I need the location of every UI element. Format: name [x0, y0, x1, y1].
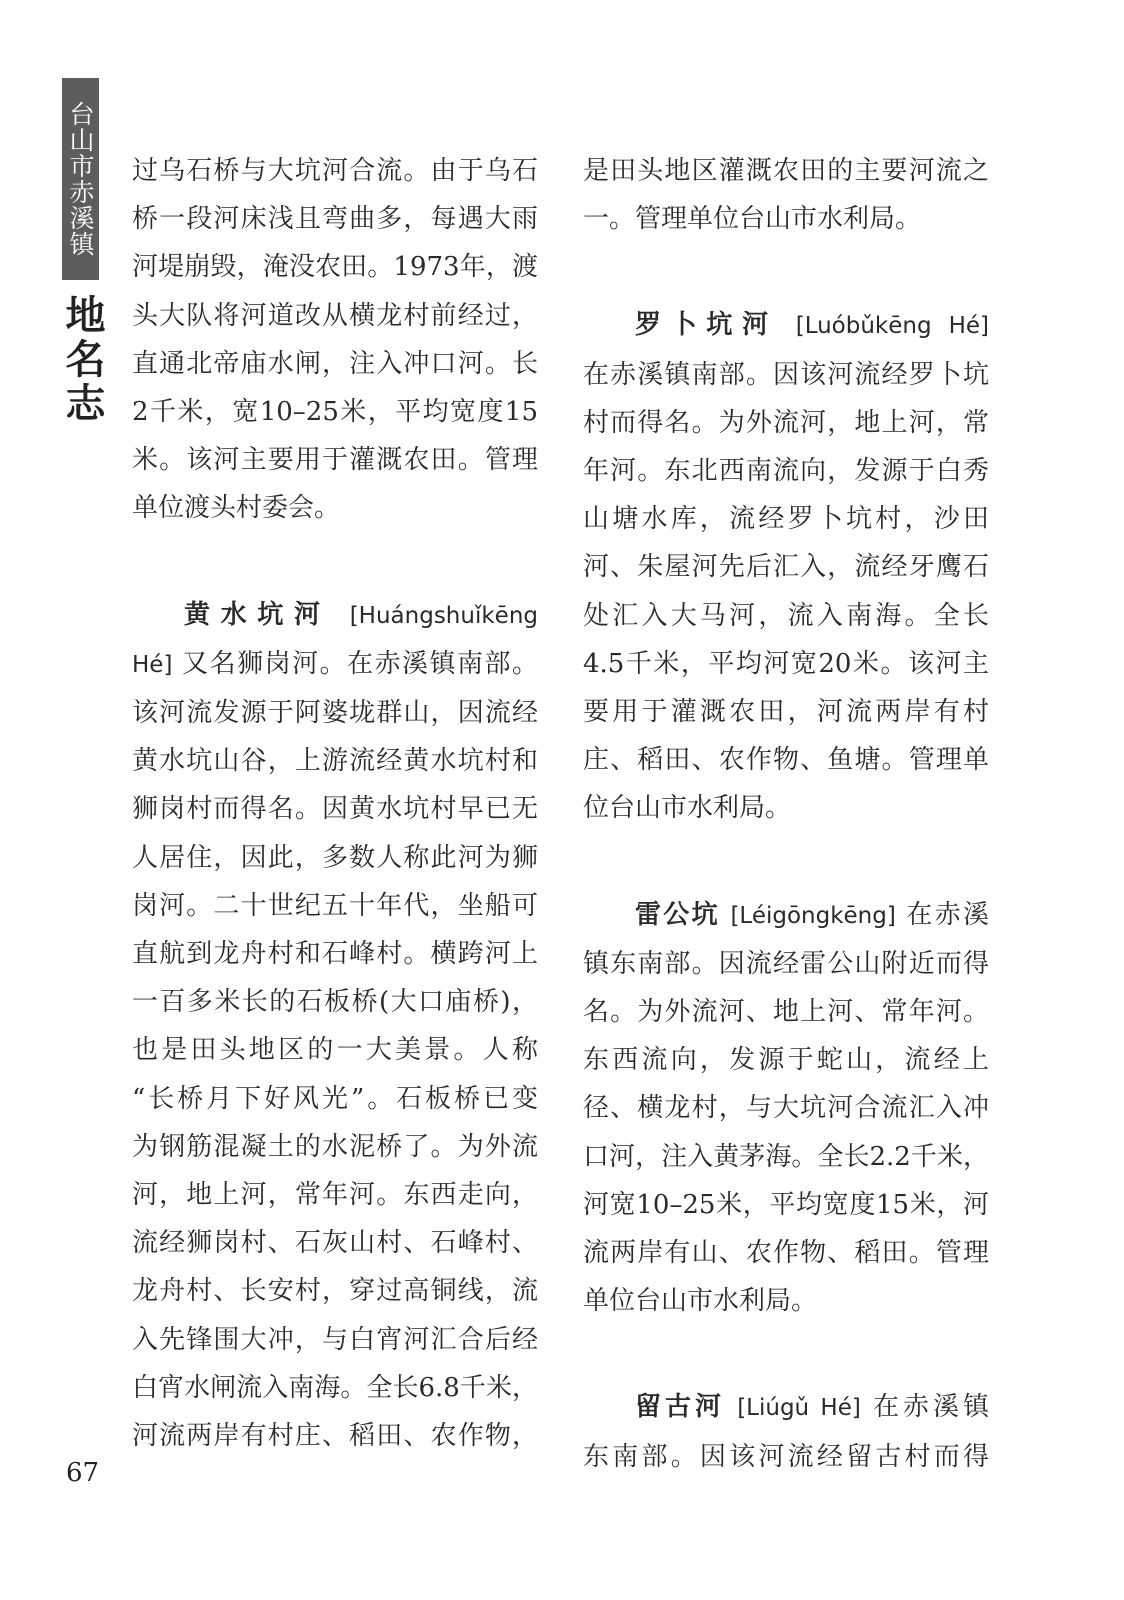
text-line: 要用于灌溉农田，河流两岸有村 — [583, 697, 989, 728]
entry-huangshuikeng-he — [132, 591, 538, 1461]
text-line: “长桥月下好风光”。石板桥已变 — [132, 1083, 538, 1114]
text-line: 人居住，因此，多数人称此河为狮 — [132, 842, 538, 873]
entry-pinyin: [Huángshuǐkēng — [349, 602, 538, 629]
text-line: 河堤崩毁，淹没农田。1973年，渡 — [132, 252, 538, 283]
entry-headword: 罗卜坑河 — [635, 310, 778, 341]
text-line: 为钢筋混凝土的水泥桥了。为外流 — [132, 1131, 538, 1162]
text-line: 镇东南部。因流经雷公山附近而得 — [583, 948, 989, 979]
entry-text: 又名狮岗河。在赤溪镇南部。 — [182, 648, 538, 679]
text-line: 直通北帝庙水闸，注入冲口河。长 — [132, 348, 538, 379]
text-line: 河，地上河，常年河。东西走向， — [132, 1180, 538, 1211]
entry-heading-line — [583, 301, 989, 350]
entry-leigongkeng — [583, 891, 989, 1326]
text-line: 流两岸有山、农作物、稻田。管理 — [583, 1238, 989, 1269]
text-line: 4.5千米，平均河宽20米。该河主 — [583, 648, 989, 679]
chapter-side-tab-label: 台山市赤溪镇 — [66, 101, 95, 257]
text-line: 白宵水闸流入南海。全长6.8千米， — [132, 1372, 538, 1403]
text-line: 山塘水库，流经罗卜坑村，沙田 — [583, 504, 989, 535]
text-line: 年河。东北西南流向，发源于白秀 — [583, 456, 989, 487]
entry-heading-line — [583, 891, 989, 940]
entry-text: 在赤溪 — [906, 899, 989, 930]
text-line: 是田头地区灌溉农田的主要河流之 — [583, 156, 989, 186]
text-line: 河流两岸有村庄、稻田、农作物， — [132, 1421, 538, 1452]
entry-pinyin: [Liúgǔ Hé] — [737, 1395, 861, 1422]
text-line: 直航到龙舟村和石峰村。横跨河上 — [132, 939, 538, 970]
entry-pinyin: [Luóbǔkēng Hé] — [795, 313, 989, 340]
entry-headword: 留古河 — [635, 1392, 725, 1423]
left-column — [132, 147, 538, 1460]
text-line: 岗河。二十世纪五十年代，坐船可 — [132, 890, 538, 921]
text-line: 黄水坑山谷，上游流经黄水坑村和 — [132, 746, 538, 777]
text-line: 河宽10–25米，平均宽度15米，河 — [583, 1189, 989, 1220]
entry-heading-line — [132, 591, 538, 640]
entry-headword: 雷公坑 — [635, 899, 720, 930]
text-line: 该河流发源于阿婆垅群山，因流经 — [132, 698, 538, 729]
text-line: 在赤溪镇南部。因该河流经罗卜坑 — [583, 359, 989, 390]
text-line: 村而得名。为外流河，地上河，常 — [583, 407, 989, 438]
entry-liugu-he — [583, 1383, 989, 1480]
text-line: 单位台山市水利局。 — [583, 1286, 818, 1317]
entry-headword: 黄水坑河 — [184, 599, 331, 630]
text-line: 入先锋围大冲，与白宵河汇合后经 — [132, 1324, 538, 1355]
text-line: 径、横龙村，与大坑河合流汇入冲 — [583, 1093, 989, 1124]
text-line: 也是田头地区的一大美景。人称 — [132, 1035, 538, 1066]
text-line: 流经狮岗村、石灰山村、石峰村、 — [132, 1228, 538, 1259]
text-line: 一。管理单位台山市水利局。 — [583, 204, 922, 235]
text-line: 桥一段河床浅且弯曲多，每遇大雨 — [132, 204, 538, 235]
text-line: 东西流向，发源于蛇山，流经上 — [583, 1045, 989, 1076]
page-number: 67 — [66, 1458, 100, 1488]
text-line: 米。该河主要用于灌溉农田。管理 — [132, 445, 538, 476]
text-line — [132, 640, 538, 689]
text-line: 位台山市水利局。 — [583, 793, 792, 824]
chapter-side-tab — [62, 78, 99, 280]
entry-pinyin: [Léigōngkēng] — [730, 902, 896, 929]
text-line: 2千米，宽10–25米，平均宽度15 — [132, 397, 538, 428]
entry-text: 在赤溪镇 — [873, 1392, 989, 1423]
text-line: 狮岗村而得名。因黄水坑村早已无 — [132, 794, 538, 825]
entry-heading-line — [583, 1383, 989, 1432]
entry-luobukeng-he — [583, 301, 989, 832]
text-line: 过乌石桥与大坑河合流。由于乌石 — [132, 156, 538, 186]
book-side-title: 地名志 — [59, 294, 105, 426]
entry-pinyin-cont: Hé] — [132, 651, 173, 678]
text-line: 口河，注入黄茅海。全长2.2千米， — [583, 1141, 989, 1172]
right-column — [583, 147, 989, 1481]
text-line: 单位渡头村委会。 — [132, 493, 341, 524]
text-line: 河、朱屋河先后汇入，流经牙鹰石 — [583, 552, 989, 583]
text-line: 一百多米长的石板桥(大口庙桥)， — [132, 987, 538, 1018]
text-line: 名。为外流河、地上河、常年河。 — [583, 997, 989, 1028]
text-line: 东南部。因该河流经留古村而得 — [583, 1441, 989, 1472]
text-line: 庄、稻田、农作物、鱼塘。管理单 — [583, 745, 989, 776]
text-line: 头大队将河道改从横龙村前经过， — [132, 300, 538, 331]
text-line: 处汇入大马河，流入南海。全长 — [583, 600, 989, 631]
intro-paragraph-right — [583, 147, 989, 243]
text-line: 龙舟村、长安村，穿过高铜线，流 — [132, 1276, 538, 1307]
intro-paragraph-left — [132, 147, 538, 533]
